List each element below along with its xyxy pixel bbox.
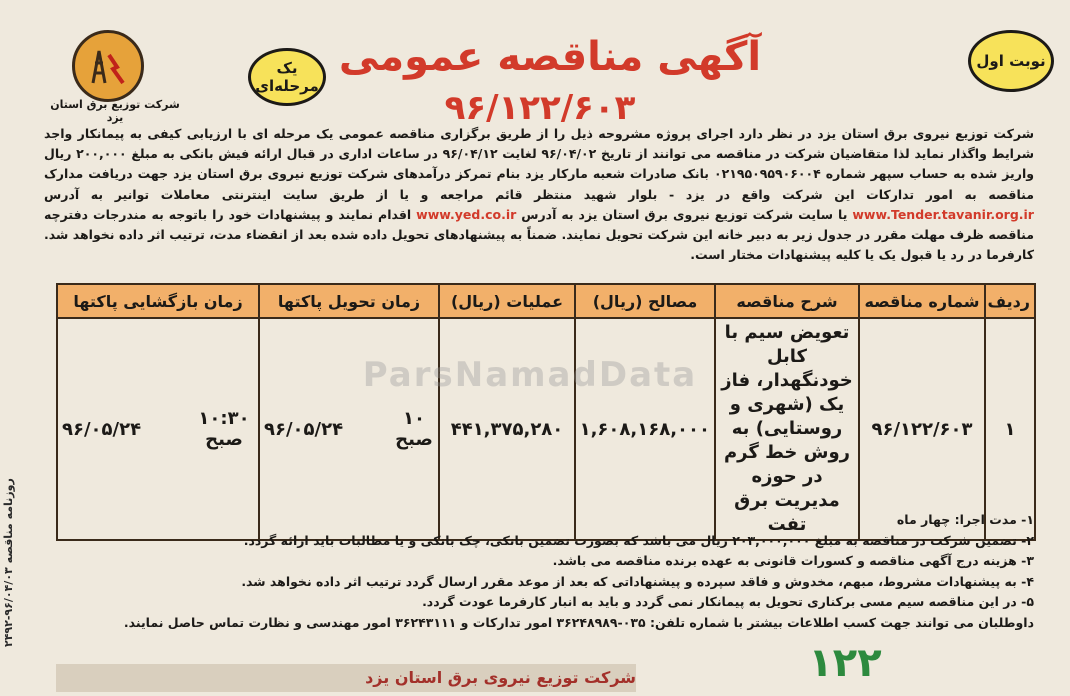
- tavanir-link[interactable]: www.Tender.tavanir.org.ir: [852, 206, 1034, 222]
- cell-desc: تعویض سیم با کابل خودنگهدار، فاز یک (شهری و روستایی) به روش خط گرم در حوزه مدیریت برق تفت: [715, 318, 859, 540]
- cell-opening: [57, 318, 259, 540]
- header-radif: ردیف: [985, 284, 1035, 318]
- cell-amaliat: ۴۴۱,۳۷۵,۲۸۰: [439, 318, 575, 540]
- header-delivery: زمان تحویل پاکتها: [259, 284, 439, 318]
- header-desc: شرح مناقصه: [715, 284, 859, 318]
- watermark: ParsNamadData: [362, 355, 698, 395]
- header-opening: زمان بازگشایی پاکتها: [57, 284, 259, 318]
- cell-delivery: [259, 318, 439, 540]
- note-item: ۱- مدت اجرا: چهار ماه: [896, 512, 1034, 527]
- handwritten-number: ۱۲۲: [808, 640, 882, 686]
- intro-paragraph: [44, 124, 1034, 265]
- header-amaliat: عملیات (ریال): [439, 284, 575, 318]
- round-badge: نوبت اول: [968, 30, 1054, 92]
- notes-list: [44, 510, 1034, 633]
- opening-date: ۹۶/۰۵/۲۴: [62, 418, 142, 440]
- header-number: شماره مناقصه: [859, 284, 985, 318]
- table-row: [57, 318, 1035, 540]
- note-item: ۴- به پیشنهادات مشروط، مبهم، مخدوش و فاقد سپرده و پیشنهاداتی که بعد از موعد مقرر ارسال گردد ترتیب اثر داده نخواهد شد.: [241, 573, 1034, 589]
- note-item: ۳- هزینه درج آگهی مناقصه و کسورات قانونی به عهده برنده مناقصه می باشد.: [552, 553, 1034, 568]
- yed-link[interactable]: www.yed.co.ir: [416, 206, 517, 222]
- intro-text-1: در نظر دارد اجرای پروژه مشروحه ذیل را از طریق برگزاری مناقصه عمومی یک مرحله ای با ارزیابی کیفی به پیمانکار واجد شرایط واگذار نماید لذا متقاضیان شرکت در مناقصه می توانند از تاریخ ۹۶/۰۴/۰۲ لغایت ۹۶/۰۴/۱۲ در ساعات اداری در قبال ارائه فیش بانکی به مبلغ ۲۰۰,۰۰۰ ریال واریز شده به حساب سپهر شماره ۰۲۱۹۵۰۹۵۹۰۶۰۰۴ بانک صادرات شعبه مارکار یزد بنام تمرکز درآمدهای شرکت توزیع نیروی برق استان یزد جهت دریافت مدارک مناقصه به امور تدارکات این شرکت واقع در یزد - بلوار شهید منتظر قائم مراجعه و یا از طریق سایت اینترنتی معاملات توانیر به آدرس: [44, 126, 1034, 202]
- newspaper-side-label: روزنامه مناقصه ۹۶/۰۴/۰۳-۲۴۹۲: [2, 478, 15, 647]
- page-title: آگهی مناقصه عمومی: [338, 34, 762, 80]
- note-item: داوطلبان می توانند جهت کسب اطلاعات بیشتر با شماره تلفن: ۰۳۵-۳۶۲۴۸۹۸۹ امور تدارکات و ۳۶۲۴۳۱۱۱ امور مهندسی و نظارت تماس حاصل نمایند.: [123, 614, 1034, 630]
- cell-number: ۹۶/۱۲۲/۶۰۳: [859, 318, 985, 540]
- logo-caption: شرکت توزیع برق استان یزد: [50, 98, 180, 124]
- stage-badge: یک مرحله‌ای: [248, 48, 326, 106]
- opening-time: ۱۰:۳۰ صبح: [198, 408, 250, 450]
- table-header-row: [57, 284, 1035, 318]
- delivery-date: ۹۶/۰۵/۲۴: [264, 418, 344, 440]
- intro-text-3: اقدام نمایند و پیشنهادات خود را باتوجه به مندرجات دفترچه مناقصه ظرف مهلت مقرر در جدول زیر به دبیر خانه این شرکت تحویل نمایند. ضمناً به پیشنهادهای تحویل داده شده بعد از انقضاء مدت، ترتیب اثر داده نخواهد شد. کارفرما در رد یا قبول یک یا کلیه پیشنهادات مختار است.: [44, 206, 1034, 263]
- tender-number: ۹۶/۱۲۲/۶۰۳: [444, 88, 636, 128]
- header-masaleh: مصالح (ریال): [575, 284, 715, 318]
- power-tower-icon: [75, 33, 141, 99]
- cell-radif: ۱: [985, 318, 1035, 540]
- company-logo: [72, 30, 144, 102]
- cell-masaleh: ۱,۶۰۸,۱۶۸,۰۰۰: [575, 318, 715, 540]
- note-item: ۲- تضمین شرکت در مناقصه به مبلغ ۲۰۳,۰۰۰,۰۰۰ ریال می باشد که بصورت تضمین بانکی، چک بانکی و یا مطالبات باید ارائه گردد.: [243, 532, 1034, 548]
- delivery-time: ۱۰ صبح: [395, 408, 433, 450]
- tender-table: [56, 283, 1036, 541]
- company-name: شرکت توزیع نیروی برق استان یزد: [817, 126, 1034, 141]
- footer-company: شرکت توزیع نیروی برق استان یزد: [56, 664, 636, 692]
- intro-text-2: یا سایت شرکت توزیع نیروی برق استان یزد به آدرس: [516, 206, 853, 222]
- note-item: ۵- در این مناقصه سیم مسی برکناری تحویل به پیمانکار نمی گردد و باید به انبار کارفرما عودت گردد.: [422, 594, 1034, 609]
